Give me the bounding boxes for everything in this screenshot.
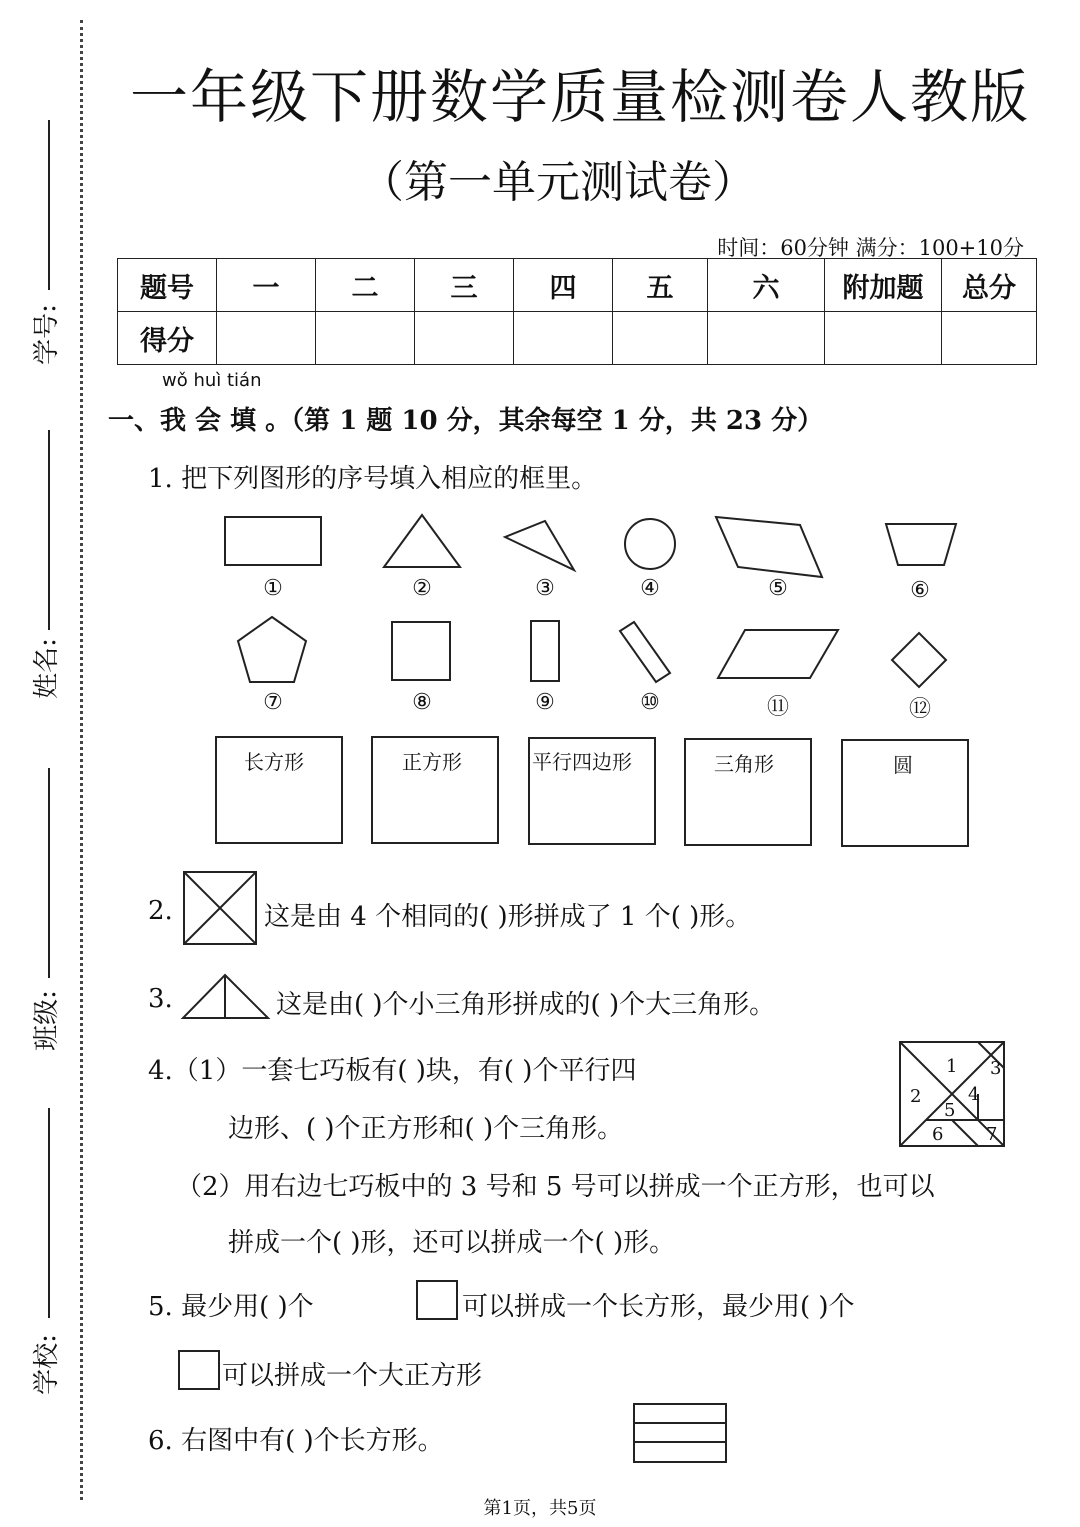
- answer-box-label: 平行四边形: [532, 750, 632, 774]
- answer-box-label: 长方形: [244, 750, 304, 774]
- shape-11-parallelogram: [718, 630, 838, 678]
- question-6: 6. 右图中有( )个长方形。: [148, 1426, 444, 1456]
- table-header-cell: 题号: [118, 259, 217, 312]
- table-header-cell: 二: [316, 259, 415, 312]
- shape-12-square: [892, 633, 946, 687]
- shape-9-rectangle: [531, 621, 559, 681]
- score-label-cell: 得分: [118, 312, 217, 365]
- shape-number: ⑨: [535, 690, 555, 715]
- tangram-label: 2: [910, 1086, 922, 1107]
- shape-number: ②: [412, 576, 432, 601]
- tangram-label: 6: [932, 1124, 944, 1145]
- shape-number: ⑪: [766, 695, 789, 720]
- stacked-rectangles-figure: [632, 1402, 728, 1464]
- school-line[interactable]: [48, 1108, 50, 1318]
- shape-7-pentagon: [238, 617, 306, 682]
- small-square-icon: [416, 1280, 458, 1320]
- shape-number: ①: [263, 576, 283, 601]
- table-header-cell: 五: [613, 259, 708, 312]
- answer-box-label: 圆: [893, 753, 913, 777]
- shape-3-triangle: [505, 521, 574, 570]
- tangram-label: 3: [990, 1058, 1002, 1079]
- question-1: 1. 把下列图形的序号填入相应的框里。: [148, 464, 598, 494]
- shape-number: ⑫: [908, 697, 931, 722]
- class-line[interactable]: [48, 768, 50, 978]
- table-header-cell: 四: [514, 259, 613, 312]
- table-header-cell: 六: [708, 259, 825, 312]
- question-4-line-4: 拼成一个( )形，还可以拼成一个( )形。: [228, 1228, 676, 1258]
- split-triangle-figure: [180, 972, 272, 1022]
- question-3-number: 3.: [148, 984, 173, 1014]
- answer-box-label: 三角形: [714, 752, 774, 776]
- question-5-part-c: 可以拼成一个大正方形: [222, 1361, 483, 1391]
- answer-box-label: 正方形: [402, 750, 462, 774]
- table-header-cell: 三: [415, 259, 514, 312]
- question-5-part-a: 5. 最少用( )个: [148, 1292, 314, 1322]
- small-square-icon: [178, 1350, 220, 1390]
- table-header-cell: 附加题: [825, 259, 942, 312]
- question-4-line-3: （2）用右边七巧板中的 3 号和 5 号可以拼成一个正方形，也可以: [176, 1172, 935, 1202]
- section-pinyin: wǒ huì tián: [162, 370, 262, 391]
- tangram-label: 4: [968, 1084, 980, 1105]
- question-2-text: 这是由 4 个相同的( )形拼成了 1 个( )形。: [264, 902, 752, 932]
- shape-1-rectangle: [225, 517, 321, 565]
- shape-number: ③: [535, 576, 555, 601]
- table-header-cell: 总分: [942, 259, 1037, 312]
- square-cross-figure: [182, 870, 260, 946]
- page-subtitle: （第一单元测试卷）: [360, 157, 756, 208]
- shape-number: ⑦: [263, 690, 283, 715]
- page-title: 一年级下册数学质量检测卷人教版: [129, 63, 1030, 131]
- question-4-line-1: 4.（1）一套七巧板有( )块，有( )个平行四: [148, 1056, 637, 1086]
- tangram-label: 1: [946, 1056, 958, 1077]
- tangram-label: 5: [944, 1100, 956, 1121]
- shape-number: ⑩: [640, 690, 660, 715]
- shape-number: ⑧: [412, 690, 432, 715]
- name-label: 姓名:: [31, 638, 62, 699]
- table-header-cell: 一: [217, 259, 316, 312]
- shape-number: ④: [640, 576, 660, 601]
- shape-8-square: [392, 622, 450, 680]
- question-5-part-b: 可以拼成一个长方形，最少用( )个: [462, 1292, 855, 1322]
- shape-4-circle: [625, 519, 675, 569]
- page-footer: 第1页，共5页: [483, 1498, 597, 1519]
- shape-6-trapezoid: [886, 524, 956, 565]
- shape-2-triangle: [384, 515, 460, 567]
- class-label: 班级:: [31, 990, 62, 1051]
- section-heading: 一、我 会 填 。（第 1 题 10 分，其余每空 1 分，共 23 分）: [108, 406, 824, 436]
- tangram-figure: [898, 1040, 1006, 1150]
- question-2-number: 2.: [148, 896, 173, 926]
- shapes-figure: [0, 0, 1080, 760]
- shape-number: ⑥: [910, 578, 930, 603]
- shape-5-parallelogram: [716, 517, 822, 577]
- time-info: 时间：60分钟 满分：100+10分: [717, 236, 1024, 260]
- shape-number: ⑤: [768, 576, 788, 601]
- tangram-label: 7: [986, 1124, 998, 1145]
- shape-10-rectangle: [620, 622, 670, 682]
- school-label: 学校:: [31, 1334, 62, 1395]
- question-3-text: 这是由( )个小三角形拼成的( )个大三角形。: [276, 990, 776, 1020]
- student-id-label: 学号:: [31, 304, 62, 365]
- question-4-line-2: 边形、( )个正方形和( )个三角形。: [228, 1114, 624, 1144]
